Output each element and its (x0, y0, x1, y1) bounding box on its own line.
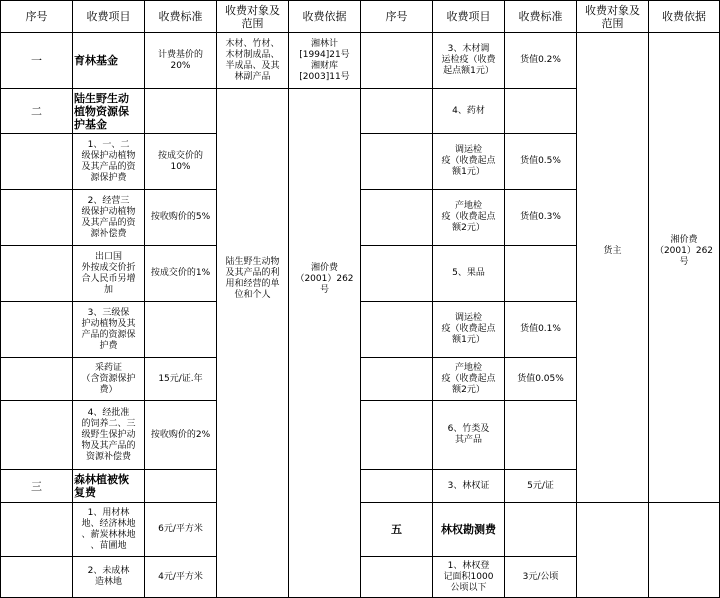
standard-cell: 6元/平方米 (158, 524, 203, 534)
item-cell: 2、未成林 造林地 (87, 566, 130, 587)
item-cell: 3、林权证 (447, 480, 490, 491)
standard-cell: 按收购价的2% (150, 429, 211, 440)
item-cell: 2、经营三 级保护动植物 及其产品的资 源补偿费 (81, 195, 136, 239)
scope-cell: 陆生野生动物 及其产品的利 用和经营的单 位和个人 (225, 257, 280, 300)
standard-cell: 计费基价的 20% (157, 49, 203, 71)
item-cell: 出口国 外按成交价折 合人民币另增 加 (81, 251, 136, 295)
item-forestry-fund: 育林基金 (74, 54, 118, 67)
standard-cell: 货值0.5% (520, 156, 561, 166)
standard-cell: 货值0.1% (520, 324, 561, 334)
standard-cell: 5元/证 (527, 480, 554, 491)
standard-cell: 货值0.2% (520, 55, 561, 65)
header-right-basis: 收费依据 (662, 10, 706, 23)
row-number: 三 (31, 479, 42, 493)
standard-cell: 货值0.05% (517, 373, 564, 384)
item-cell: 1、林权登 记面积1000 公顷以下 (443, 560, 494, 593)
row-number: 一 (31, 54, 42, 67)
header-left-basis: 收费依据 (302, 10, 347, 23)
item-cell: 4、药材 (452, 105, 485, 116)
item-cell: 1、一、二 级保护动植物 及其产品的资 源保护费 (81, 139, 136, 183)
item-cell: 调运检 疫（收费起点 额1元） (441, 313, 496, 345)
standard-cell: 货值0.3% (520, 212, 561, 222)
standard-cell: 按收购价的5% (150, 212, 211, 222)
header-left-standard: 收费标准 (158, 10, 203, 23)
standard-cell: 按成交价的1% (150, 268, 211, 278)
item-vegetation-fee: 森林植被恢 复费 (74, 473, 129, 499)
header-right-number: 序号 (385, 10, 408, 23)
basis-cell: 湘林计 [1994]21号 湘财库 [2003]11号 (299, 38, 350, 82)
header-right-item: 收费项目 (446, 10, 491, 23)
item-cell: 产地检 疫（收费起点 额2元） (441, 201, 496, 233)
row-number: 五 (391, 523, 402, 536)
item-cell: 6、竹类及 其产品 (447, 424, 490, 445)
item-cell: 3、三级保 护动植物及其 产品的资源保 护费 (81, 307, 136, 351)
basis-cell: 湘价费 （2001）262 号 (654, 234, 714, 267)
header-left-number: 序号 (25, 10, 48, 23)
header-left-item: 收费项目 (86, 10, 131, 23)
standard-cell: 4元/平方米 (158, 571, 203, 582)
item-cell: 产地检 疫（收费起点 额2元） (441, 362, 496, 395)
item-cell: 3、木材调 运检疫（收费 起点额1元） (441, 44, 496, 76)
item-cell: 1、用材林 地、经济林地 、薪炭林林地 、苗圃地 (81, 507, 136, 551)
standard-cell: 3元/公顷 (522, 571, 559, 582)
item-cell: 调运检 疫（收费起点 额1元） (441, 145, 496, 177)
header-right-scope: 收费对象及 范围 (585, 3, 640, 30)
basis-cell: 湘价费 （2001）262 号 (295, 262, 354, 295)
item-survey-fee: 林权勘测费 (441, 523, 496, 536)
scope-cell: 货主 (603, 245, 622, 256)
standard-cell: 按成交价的 10% (157, 150, 203, 172)
item-cell: 4、经批准 的饲养二、三 级野生保护动 物及其产品的 资源补偿费 (81, 407, 136, 462)
header-right-standard: 收费标准 (518, 10, 563, 23)
item-wildlife-fund: 陆生野生动 植物资源保 护基金 (74, 91, 129, 131)
scope-cell: 木材、竹材、 木材制成品、 半成品、及其 林副产品 (225, 38, 280, 82)
item-cell: 采药证 （含资源保护 费） (81, 362, 136, 395)
item-cell: 5、果品 (452, 268, 485, 278)
header-left-scope: 收费对象及 范围 (225, 3, 280, 30)
row-number: 二 (31, 104, 42, 118)
standard-cell: 15元/证.年 (158, 373, 203, 384)
